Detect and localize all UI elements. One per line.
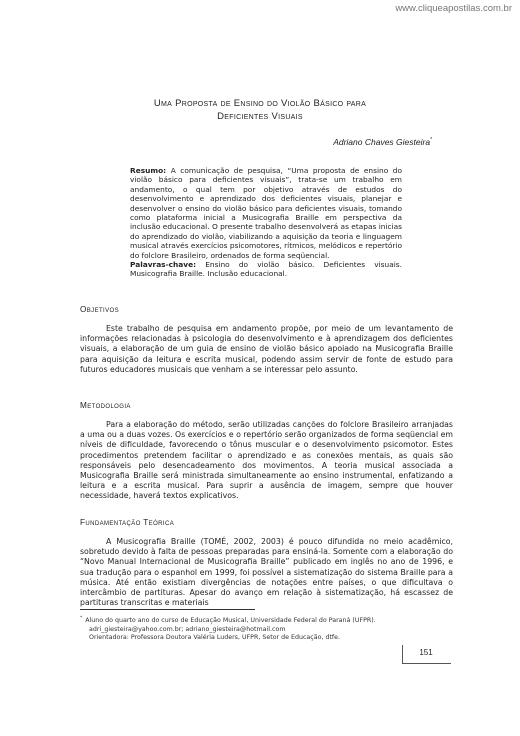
- footnote-line-2: adri_giesteira@yahoo.com.br; adriano_giesteira@hotmail.com: [89, 625, 286, 633]
- footnote-mark: *: [80, 616, 83, 621]
- title-line-2: Deficientes Visuais: [217, 111, 303, 122]
- fundamentacao-paragraph: A Musicografia Braille (TOMÉ, 2002, 2003) é pouco difundida no meio acadêmico, sobretudo devido à falta de pessoas preparadas para ensiná-la. Somente com a elaboração do “Novo Manual Internacional de Musicografia Braille” publicado em inglês no ano de 1996, e sua tradução para o espanhol em 1999, foi possível a sistematização do sistema Braille para a música. Até então existiam divergências de notações entre países, o que dificultava o intercâmbio de partituras. Apesar do avanço em relação à sistematização, há escassez de partituras transcritas e materiais: [80, 537, 453, 608]
- abstract-resumo: [130, 166, 402, 260]
- page-number: 151: [419, 648, 433, 657]
- watermark-url: www.cliqueapostilas.com.br: [395, 3, 512, 14]
- section-body-fundamentacao: [80, 537, 453, 608]
- objetivos-paragraph: Este trabalho de pesquisa em andamento propõe, por meio de um levantamento de informações relacionadas à psicologia do desenvolvimento e à aprendizagem dos deficientes visuais, a elaboração de um guia de ensino de violão básico apoiado na Musicografia Braille para aquisição da leitura e escrita musical, podendo assim servir de fonte de estudo para futuros educadores musicais que venham a se interessar pelo assunto.: [80, 324, 453, 374]
- footnote-line-3: Orientadora: Professora Doutora Valéria Luders, UFPR, Setor de Educação, dtfe.: [89, 633, 341, 641]
- section-heading-fundamentacao: Fundamentação Teórica: [80, 518, 175, 527]
- footnote-divider: [80, 609, 255, 610]
- author-footnote-mark: *: [430, 137, 432, 144]
- author-text: Adriano Chaves Giesteira: [333, 137, 431, 147]
- footnote: [80, 615, 460, 642]
- footnote-line-1: [80, 615, 460, 626]
- keywords-text: Ensino do violão básico. Deficientes visuais. Musicografia Braille. Inclusão educacional.: [130, 260, 402, 279]
- author-name: [333, 137, 432, 147]
- section-body-metodologia: [80, 420, 453, 502]
- paper-title: [0, 97, 520, 123]
- section-heading-metodologia: Metodologia: [80, 401, 131, 410]
- resumo-text: A comunicação de pesquisa, “Uma proposta de ensino do violão básico para deficientes visuais”, trata-se um trabalho em andamento, o qual tem por objetivo através de estudos do desenvolvimento e aprendizado dos deficientes visuais, planejar e desenvolver o ensino do violão básico para deficientes visuais, tomando como plataforma inicial a Musicografia Braille em perspectiva da inclusão educacional. O presente trabalho desenvolverá as etapas inicias do aprendizado do violão, viabilizando a aquisição da teoria e linguagem musical através exercícios psicomotores, rítmicos, melódicos e repertório do folclore Brasileiro, ordenados de forma seqüencial.: [130, 166, 402, 260]
- keywords-label: Palavras-chave:: [130, 260, 197, 270]
- title-line-1: Uma Proposta de Ensino do Violão Básico para: [153, 98, 367, 109]
- metodologia-paragraph: Para a elaboração do método, serão utilizadas canções do folclore Brasileiro arranjadas a uma ou a duas vozes. Os exercícios e o repertório serão organizados de forma seqüencial em níveis de dificuldade, favorecendo o tônus muscular e o desenvolvimento psicomotor. Estes procedimentos pretendem facilitar o aprendizado e as conexões mentais, as quais são responsáveis pelo desencadeamento dos movimentos. A teoria musical associada a Musicografia Braille será ministrada simultaneamente ao ensino instrumental, enfatizando a leitura e a escrita musical. Para suprir a ausência de imagem, sempre que houver necessidade, haverá textos explicativos.: [80, 420, 453, 501]
- footnote-line-1-text: Aluno do quarto ano do curso de Educação Musical, Universidade Federal do Paraná (UFPR).: [85, 617, 376, 625]
- section-heading-objetivos: Objetivos: [80, 305, 119, 314]
- resumo-label: Resumo:: [130, 166, 167, 175]
- abstract-keywords: [130, 260, 402, 279]
- section-body-objetivos: [80, 324, 453, 375]
- abstract-block: [130, 166, 402, 279]
